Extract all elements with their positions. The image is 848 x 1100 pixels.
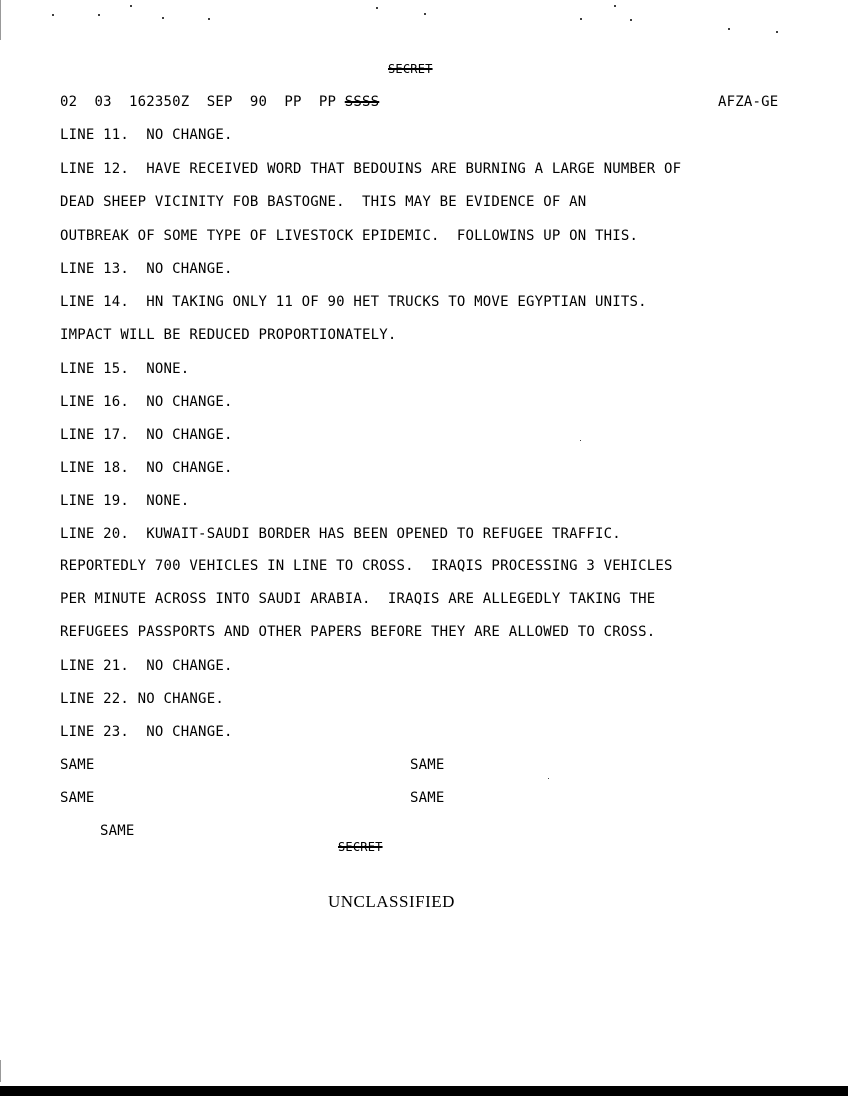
body-line: LINE 15. NONE. [60,361,190,377]
body-line: LINE 18. NO CHANGE. [60,460,233,476]
unclassified-marking: UNCLASSIFIED [328,892,455,911]
body-line: LINE 14. HN TAKING ONLY 11 OF 90 HET TRUCKS TO MOVE EGYPTIAN UNITS. [60,294,647,310]
body-line: LINE 23. NO CHANGE. [60,724,233,740]
scan-speck [130,5,132,7]
scan-speck [580,18,582,20]
scan-speck [580,440,581,441]
same-cell: SAME [60,757,95,773]
body-line: LINE 11. NO CHANGE. [60,127,233,143]
body-line: LINE 20. KUWAIT-SAUDI BORDER HAS BEEN OPENED TO REFUGEE TRAFFIC. [60,526,621,542]
body-line: OUTBREAK OF SOME TYPE OF LIVESTOCK EPIDEMIC. FOLLOWINS UP ON THIS. [60,228,639,244]
body-line: LINE 19. NONE. [60,493,190,509]
body-line: LINE 21. NO CHANGE. [60,658,233,674]
body-line: LINE 17. NO CHANGE. [60,427,233,443]
body-line: IMPACT WILL BE REDUCED PROPORTIONATELY. [60,327,397,343]
scan-edge [0,1060,1,1082]
body-line: PER MINUTE ACROSS INTO SAUDI ARABIA. IRAQIS ARE ALLEGEDLY TAKING THE [60,591,656,607]
scan-speck [376,7,378,9]
scan-speck [98,14,100,16]
scan-speck [424,13,426,15]
body-line: REFUGEES PASSPORTS AND OTHER PAPERS BEFORE THEY ARE ALLOWED TO CROSS. [60,624,656,640]
body-line: REPORTEDLY 700 VEHICLES IN LINE TO CROSS. IRAQIS PROCESSING 3 VEHICLES [60,558,673,574]
message-id: 02 03 162350Z SEP 90 PP PP [60,94,345,110]
body-line: DEAD SHEEP VICINITY FOB BASTOGNE. THIS MAY BE EVIDENCE OF AN [60,194,587,210]
classification-top: SECRET [388,62,433,76]
scan-speck [162,17,164,19]
scan-border-bar [0,1086,848,1096]
body-line: LINE 12. HAVE RECEIVED WORD THAT BEDOUINS ARE BURNING A LARGE NUMBER OF [60,161,682,177]
scan-speck [208,18,210,20]
message-header [60,94,379,110]
same-cell: SAME [100,823,135,839]
body-line: LINE 13. NO CHANGE. [60,261,233,277]
scan-edge [0,0,1,40]
scan-speck [548,778,549,779]
scan-speck [52,14,54,16]
scan-speck [614,5,616,7]
same-cell: SAME [410,790,445,806]
body-line: LINE 16. NO CHANGE. [60,394,233,410]
scan-speck [630,19,632,21]
office-symbol: AFZA-GE [718,94,779,110]
classification-bottom: SECRET [338,840,383,854]
same-cell: SAME [60,790,95,806]
scan-speck [728,28,730,30]
message-id-struck: SSSS [344,94,380,110]
scan-speck [776,31,778,33]
same-cell: SAME [410,757,445,773]
body-line: LINE 22. NO CHANGE. [60,691,224,707]
